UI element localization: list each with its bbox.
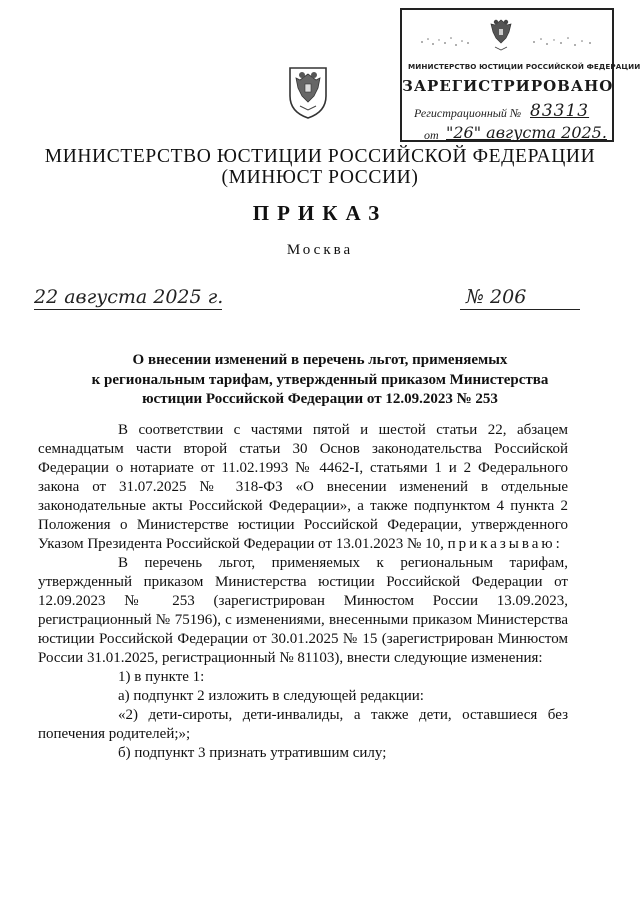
item-1b: б) подпункт 3 признать утратившим силу; [118,745,387,761]
item-1a: а) подпункт 2 изложить в следующей редакции: [118,688,424,704]
registration-stamp [400,8,640,142]
ministry-short-name: (МИНЮСТ РОССИИ) [221,167,419,188]
preamble-paragraph [38,421,568,554]
main-paragraph: В перечень льгот, применяемых к региональным тарифам, утвержденный приказом Министерства юстиции Российской Федерации от 12.09.2023 № 253 (зарегистрирован Минюстом России 13.09.2023, регистрационный № 75196), с изменениями, внесенными приказом Министерства юстиции Российской Федерации от 30.01.2025 № 15 (зарегистрирован Минюстом России 31.01.2025, регистрационный № 81103), внести следующие изменения: [38,555,568,666]
stamp-registered-label: ЗАРЕГИСТРИРОВАНО [402,77,614,95]
item-1: 1) в пункте 1: [118,669,205,685]
order-date-underline [34,309,222,310]
coat-of-arms-icon [286,62,330,120]
document-city: Москва [286,242,354,258]
item-1a-text: «2) дети-сироты, дети-инвалиды, а также дети, оставшиеся без попечения родителей;»; [38,707,568,742]
stamp-ministry-line: МИНИСТЕРСТВО ЮСТИЦИИ РОССИЙСКОЙ ФЕДЕРАЦИИ [408,62,640,71]
document-type: ПРИКАЗ [252,201,388,225]
order-number: № 206 [466,286,527,308]
stamp-emblem-icon [486,16,516,54]
order-date: 22 августа 2025 г. [34,286,224,308]
order-body [38,421,568,763]
order-title-line-3: юстиции Российской Федерации от 12.09.2023 № 253 [142,391,498,407]
order-title-line-1: О внесении изменений в перечень льгот, применяемых [132,352,508,368]
stamp-regnum-label: Регистрационный № [414,106,522,120]
stamp-texture-right [528,34,598,50]
stamp-texture-left [418,34,474,50]
stamp-date-prefix: от [424,128,439,142]
preamble-text: В соответствии с частями пятой и шестой статьи 22, абзацем семнадцатым части второй статьи 30 Основ законодательства Российской Федерации о нотариате от 11.02.1993 № 4462-I, статьями 1 и 2 Федерального закона от 31.07.2025 № 318-ФЗ «О внесении изменений в отдельные законодательные акты Российской Федерации», а также подпунктом 4 пункта 2 Положения о Министерстве юстиции Российской Федерации, утвержденного Указом Президента Российской Федерации от 13.01.2023 № 10, [38,422,568,552]
stamp-regnum-value: 83313 [530,101,590,121]
order-number-underline [460,309,580,310]
ministry-name: МИНИСТЕРСТВО ЮСТИЦИИ РОССИЙСКОЙ ФЕДЕРАЦИИ [44,146,596,167]
stamp-date-value: "26" августа 2025. [446,123,607,142]
order-title-line-2: к региональным тарифам, утвержденный приказом Министерства [91,371,549,388]
order-title [0,351,640,410]
order-directive: приказываю: [447,536,563,552]
